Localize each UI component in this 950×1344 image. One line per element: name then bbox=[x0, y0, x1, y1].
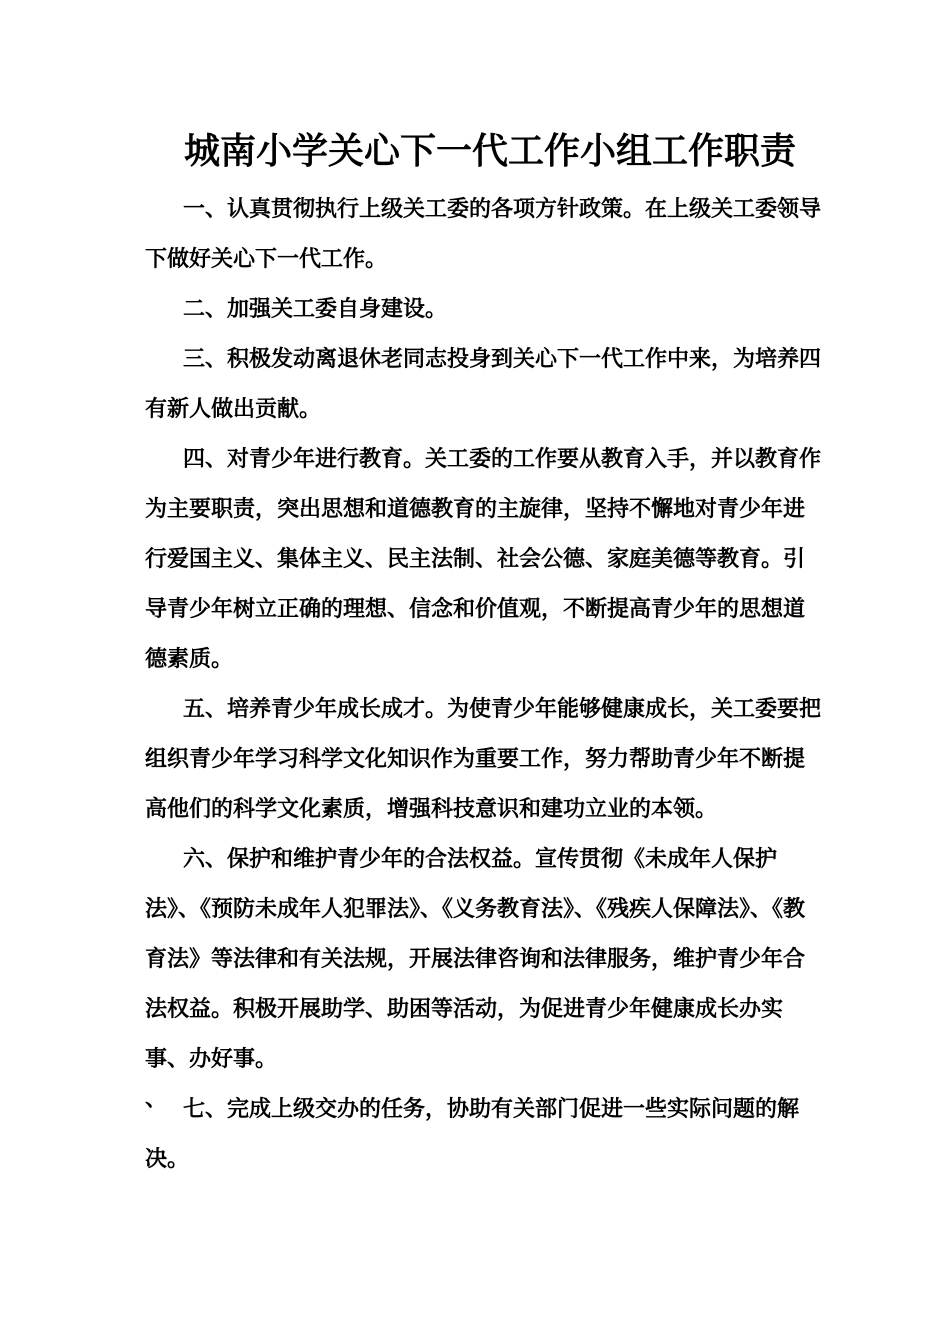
paragraph-1: 一、认真贯彻执行上级关工委的各项方针政策。在上级关工委领导下做好关心下一代工作。 bbox=[145, 196, 822, 272]
paragraph-6: 六、保护和维护青少年的合法权益。宣传贯彻《未成年人保护法》、《预防未成年人犯罪法》、《义务教育法》、《残疾人保障法》、《教育法》等法律和有关法规，开展法律咨询和法律服务，维护青少年合法权益。积极开展助学、助困等活动，为促进青少年健康成长办实事、办好事。 bbox=[145, 846, 806, 1072]
paragraph-5: 五、培养青少年成长成才。为使青少年能够健康成长，关工委要把组织青少年学习科学文化知识作为重要工作，努力帮助青少年不断提高他们的科学文化素质，增强科技意识和建功立业的本领。 bbox=[145, 696, 822, 822]
document-body bbox=[145, 184, 825, 1184]
trailing-punctuation: 、 bbox=[145, 1086, 168, 1112]
document-title: 城南小学关心下一代工作小组工作职责 bbox=[183, 130, 796, 172]
paragraph-3: 三、积极发动离退休老同志投身到关心下一代工作中来，为培养四有新人做出贡献。 bbox=[145, 346, 822, 422]
paragraph-2: 二、加强关工委自身建设。 bbox=[183, 296, 448, 322]
paragraph-7: 七、完成上级交办的任务，协助有关部门促进一些实际问题的解决。 bbox=[145, 1096, 800, 1172]
paragraph-4: 四、对青少年进行教育。关工委的工作要从教育入手，并以教育作为主要职责，突出思想和道德教育的主旋律，坚持不懈地对青少年进行爱国主义、集体主义、民主法制、社会公德、家庭美德等教育。引导青少年树立正确的理想、信念和价值观，不断提高青少年的思想道德素质。 bbox=[145, 446, 822, 672]
